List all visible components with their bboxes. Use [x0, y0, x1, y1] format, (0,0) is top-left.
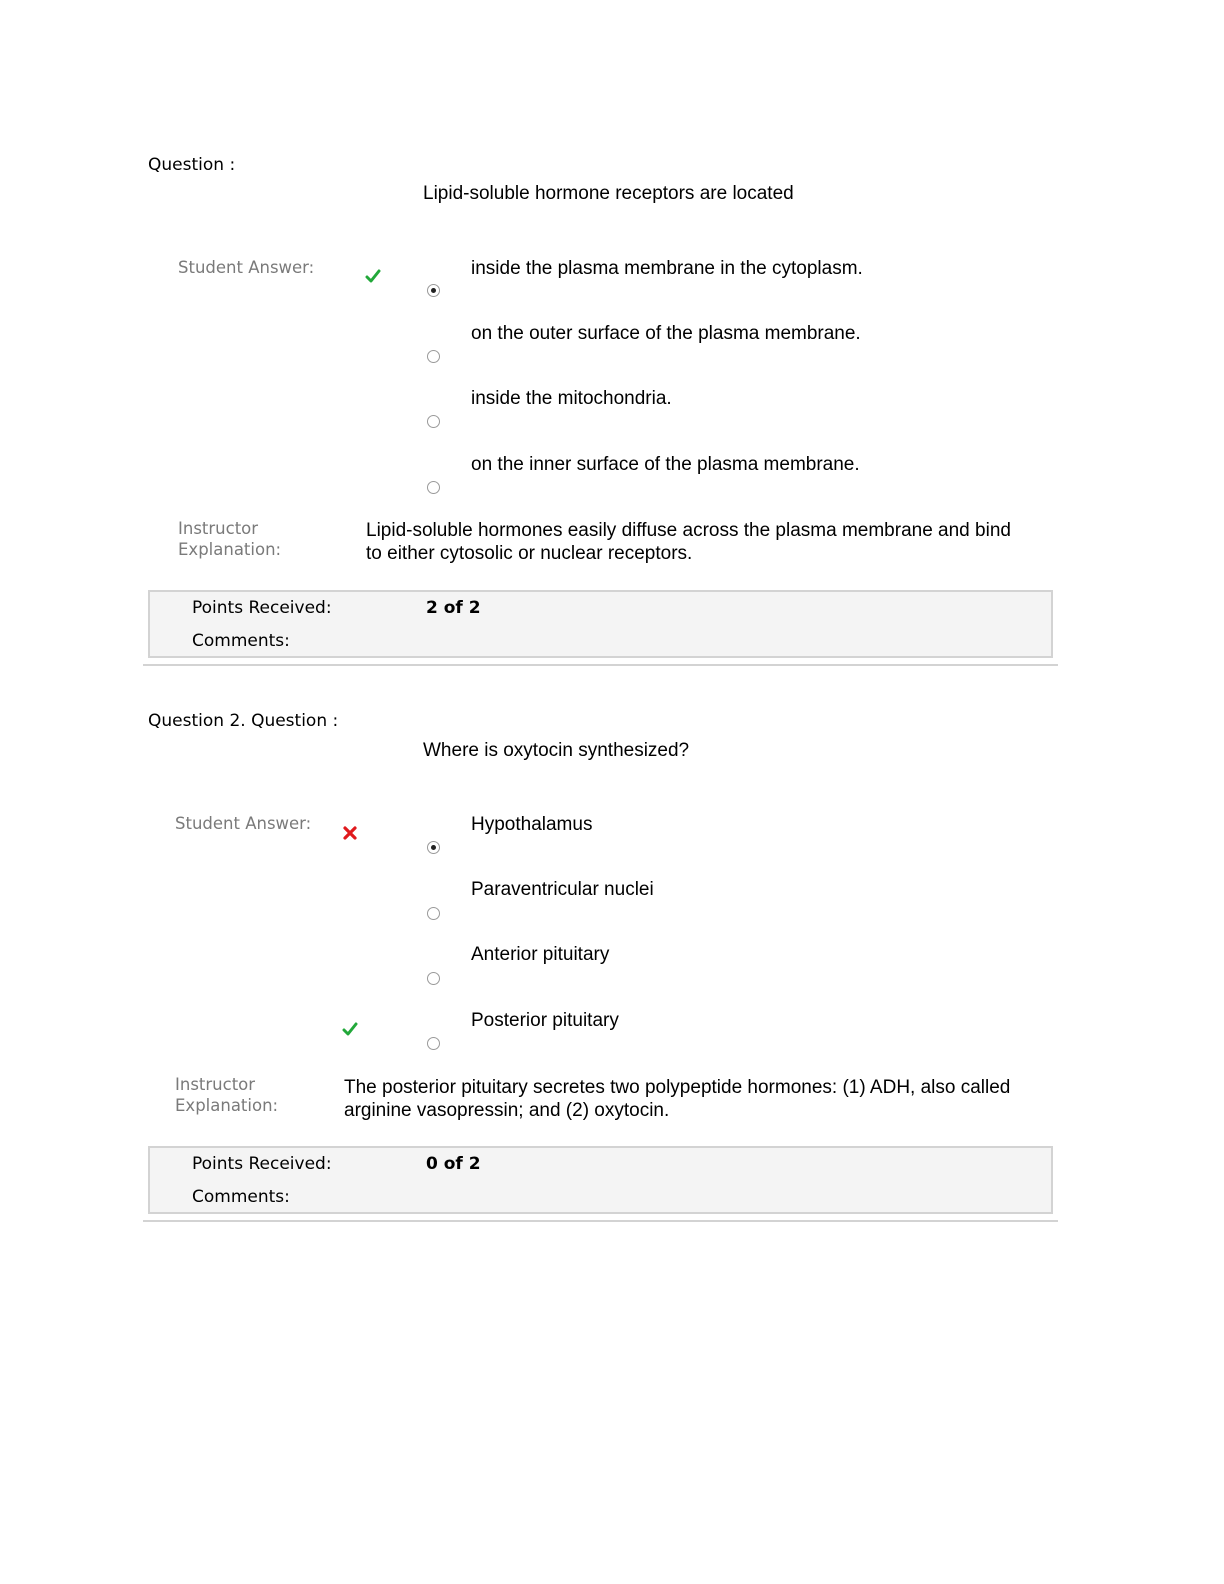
explanation-line: The posterior pituitary secretes two polypeptide hormones: (1) ADH, also called	[344, 1077, 1011, 1098]
radio-button[interactable]	[427, 415, 440, 428]
option-text: Hypothalamus	[471, 814, 593, 835]
points-received-label: Points Received:	[192, 1154, 332, 1174]
section-divider	[143, 1220, 1058, 1222]
question-prompt: Where is oxytocin synthesized?	[423, 740, 690, 761]
option-text: Anterior pituitary	[471, 944, 610, 965]
comments-label: Comments:	[192, 631, 290, 651]
instructor-explanation	[366, 519, 1011, 565]
option-text: inside the mitochondria.	[471, 388, 672, 409]
comments-label: Comments:	[192, 1187, 290, 1207]
option-text: on the inner surface of the plasma membrane.	[471, 454, 860, 475]
radio-button[interactable]	[427, 972, 440, 985]
option-text: Paraventricular nuclei	[471, 879, 654, 900]
option-text: Posterior pituitary	[471, 1010, 619, 1031]
student-answer-label: Student Answer:	[175, 814, 312, 833]
radio-button[interactable]	[427, 907, 440, 920]
points-received-value: 2 of 2	[426, 598, 481, 618]
x-icon	[342, 825, 358, 841]
check-icon	[342, 1021, 358, 1037]
instructor-explanation-label	[175, 1074, 278, 1116]
option-text: on the outer surface of the plasma membrane.	[471, 323, 861, 344]
radio-button[interactable]	[427, 1037, 440, 1050]
explanation-line: to either cytosolic or nuclear receptors.	[366, 543, 693, 564]
option-text: inside the plasma membrane in the cytoplasm.	[471, 258, 863, 279]
points-box	[148, 1146, 1053, 1214]
label-line: Instructor	[178, 519, 259, 538]
radio-button[interactable]	[427, 350, 440, 363]
question-heading: Question 2. Question :	[148, 711, 339, 731]
label-line: Explanation:	[178, 540, 282, 559]
question-prompt: Lipid-soluble hormone receptors are located	[423, 183, 794, 204]
label-line: Explanation:	[175, 1096, 279, 1115]
label-line: Instructor	[175, 1075, 256, 1094]
points-box	[148, 590, 1053, 658]
radio-button-selected[interactable]	[427, 284, 440, 297]
explanation-line: arginine vasopressin; and (2) oxytocin.	[344, 1100, 670, 1121]
question-heading: Question :	[148, 155, 236, 175]
instructor-explanation-label	[178, 518, 281, 560]
radio-button-selected[interactable]	[427, 841, 440, 854]
explanation-line: Lipid-soluble hormones easily diffuse across the plasma membrane and bind	[366, 520, 1011, 541]
check-icon	[365, 268, 381, 284]
section-divider	[143, 664, 1058, 666]
points-received-value: 0 of 2	[426, 1154, 481, 1174]
instructor-explanation	[344, 1076, 1010, 1122]
points-received-label: Points Received:	[192, 598, 332, 618]
radio-button[interactable]	[427, 481, 440, 494]
student-answer-label: Student Answer:	[178, 258, 315, 277]
